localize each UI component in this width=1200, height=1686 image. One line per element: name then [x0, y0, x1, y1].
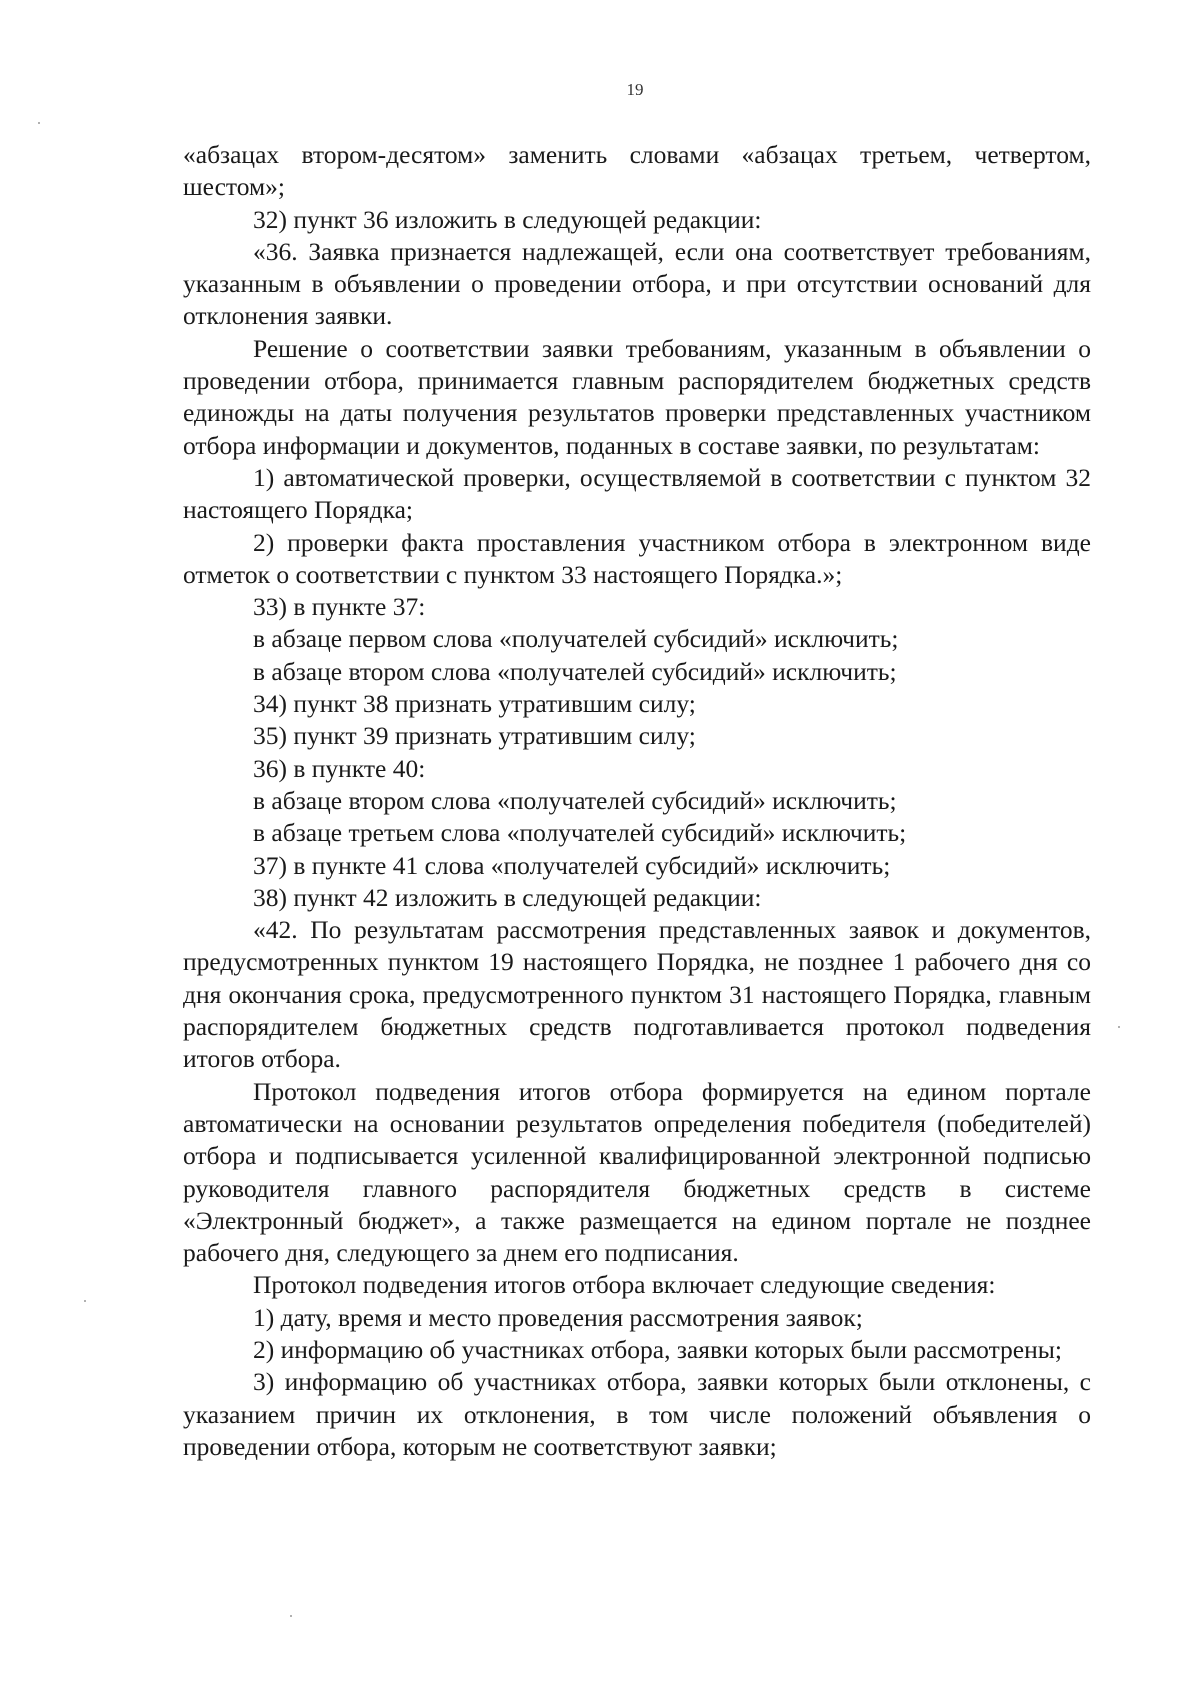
paragraph: Протокол подведения итогов отбора включает следующие сведения: [253, 1270, 996, 1300]
scan-speck [38, 122, 40, 124]
paragraph: в абзаце втором слова «получателей субсидий» исключить; [253, 656, 897, 686]
paragraph: 2) проверки факта проставления участником отбора в электронном виде отметок о соответствии с пунктом 33 настоящего Порядка.»; [183, 527, 1091, 589]
paragraph: Решение о соответствии заявки требованиям, указанным в объявлении о проведении отбора, принимается главным распорядителем бюджетных средств единожды на даты получения результатов проверки представленных участником отбора информации и документов, поданных в составе заявки, по результатам: [183, 333, 1091, 460]
paragraph: в абзаце третьем слова «получателей субсидий» исключить; [253, 818, 907, 848]
paragraph: в абзаце первом слова «получателей субсидий» исключить; [253, 624, 899, 654]
document-body [183, 139, 1091, 1463]
paragraph: 36) в пункте 40: [253, 753, 426, 783]
page-number: 19 [626, 80, 644, 99]
paragraph: 33) в пункте 37: [253, 592, 426, 622]
paragraph: 37) в пункте 41 слова «получателей субсидий» исключить; [253, 850, 891, 880]
paragraph: «42. По результатам рассмотрения представленных заявок и документов, предусмотренных пунктом 19 настоящего Порядка, не позднее 1 рабочего дня со дня окончания срока, предусмотренного пунктом 31 настоящего Порядка, главным распорядителем бюджетных средств подготавливается протокол подведения итогов отбора. [183, 915, 1091, 1074]
paragraph: 2) информацию об участниках отбора, заявки которых были рассмотрены; [253, 1334, 1062, 1364]
paragraph: 35) пункт 39 признать утратившим силу; [253, 721, 696, 751]
scan-speck [290, 1615, 292, 1617]
scan-speck [1118, 1026, 1120, 1028]
paragraph: 34) пункт 38 признать утратившим силу; [253, 689, 696, 719]
paragraph: 1) дату, время и место проведения рассмотрения заявок; [253, 1302, 863, 1332]
paragraph: в абзаце втором слова «получателей субсидий» исключить; [253, 785, 897, 815]
paragraph: Протокол подведения итогов отбора формируется на едином портале автоматически на основании результатов определения победителя (победителей) отбора и подписывается усиленной квалифицированной электронной подписью руководителя главного распорядителя бюджетных средств в системе «Электронный бюджет», а также размещается на едином портале не позднее рабочего дня, следующего за днем его подписания. [183, 1076, 1091, 1268]
paragraph: 32) пункт 36 изложить в следующей редакции: [253, 204, 762, 234]
paragraph: «абзацах втором-десятом» заменить словами «абзацах третьем, четвертом, шестом»; [183, 140, 1091, 202]
paragraph: 1) автоматической проверки, осуществляемой в соответствии с пунктом 32 настоящего Порядка; [183, 462, 1091, 525]
scan-speck [84, 1300, 86, 1302]
paragraph: «36. Заявка признается надлежащей, если она соответствует требованиям, указанным в объявлении о проведении отбора, и при отсутствии оснований для отклонения заявки. [183, 236, 1091, 331]
paragraph: 3) информацию об участниках отбора, заявки которых были отклонены, с указанием причин их отклонения, в том числе положений объявления о проведении отбора, которым не соответствуют заявки; [183, 1367, 1091, 1461]
paragraph: 38) пункт 42 изложить в следующей редакции: [253, 882, 762, 912]
